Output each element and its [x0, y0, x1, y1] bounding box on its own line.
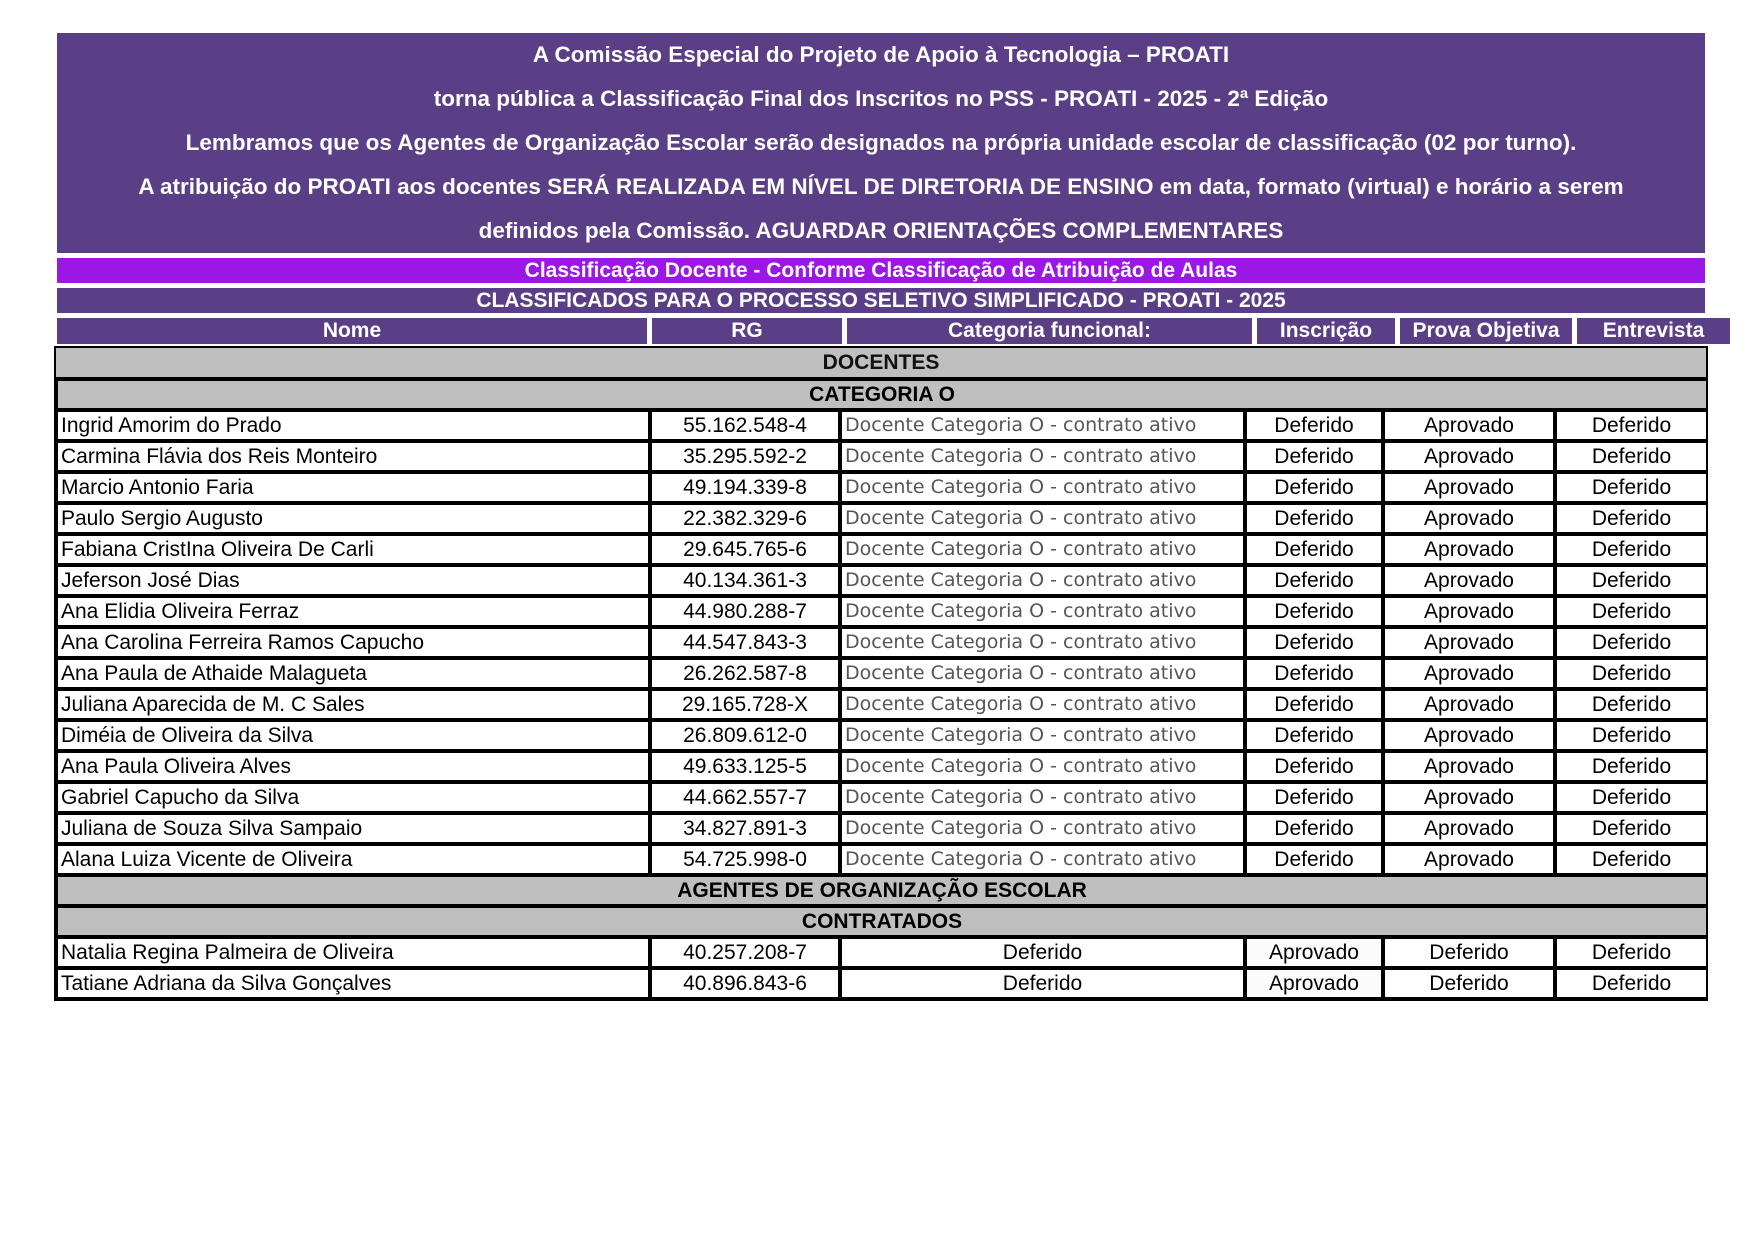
cell-inscricao: Deferido	[1243, 691, 1381, 718]
cell-category: Docente Categoria O - contrato ativo	[838, 846, 1243, 873]
table-row	[58, 970, 1706, 997]
cell-inscricao: Deferido	[1243, 443, 1381, 470]
cell-prova: Aprovado	[1381, 412, 1553, 439]
table-row	[58, 443, 1706, 470]
cell-prova: Deferido	[1381, 939, 1553, 966]
cell-inscricao: Deferido	[1243, 505, 1381, 532]
cell-entrevista: Deferido	[1553, 970, 1706, 997]
cell-rg: 40.257.208-7	[648, 939, 838, 966]
table-row	[58, 536, 1706, 563]
cell-inscricao: Deferido	[1243, 815, 1381, 842]
cell-inscricao: Deferido	[1243, 567, 1381, 594]
classification-document	[57, 33, 1705, 1001]
cell-entrevista: Deferido	[1553, 629, 1706, 656]
table-row	[58, 753, 1706, 780]
cell-rg: 26.809.612-0	[648, 722, 838, 749]
cell-name: Fabiana CristIna Oliveira De Carli	[58, 536, 648, 563]
cell-category: Deferido	[838, 970, 1243, 997]
cell-rg: 26.262.587-8	[648, 660, 838, 687]
section-docentes: DOCENTES	[54, 346, 1708, 377]
cell-rg: 40.896.843-6	[648, 970, 838, 997]
table-row	[58, 629, 1706, 656]
cell-rg: 40.134.361-3	[648, 567, 838, 594]
cell-rg: 29.645.765-6	[648, 536, 838, 563]
cell-inscricao: Deferido	[1243, 846, 1381, 873]
cell-entrevista: Deferido	[1553, 691, 1706, 718]
cell-entrevista: Deferido	[1553, 939, 1706, 966]
column-header-rg: RG	[652, 318, 842, 344]
cell-category: Deferido	[838, 939, 1243, 966]
cell-prova: Aprovado	[1381, 815, 1553, 842]
cell-category: Docente Categoria O - contrato ativo	[838, 691, 1243, 718]
classified-title-band: CLASSIFICADOS PARA O PROCESSO SELETIVO SIMPLIFICADO - PROATI - 2025	[57, 288, 1705, 313]
section-agentes: AGENTES DE ORGANIZAÇÃO ESCOLAR	[58, 877, 1706, 904]
cell-inscricao: Deferido	[1243, 474, 1381, 501]
cell-name: Ana Carolina Ferreira Ramos Capucho	[58, 629, 648, 656]
cell-name: Ana Elidia Oliveira Ferraz	[58, 598, 648, 625]
cell-prova: Aprovado	[1381, 474, 1553, 501]
cell-inscricao: Aprovado	[1243, 939, 1381, 966]
cell-prova: Aprovado	[1381, 598, 1553, 625]
cell-category: Docente Categoria O - contrato ativo	[838, 722, 1243, 749]
table-row	[58, 939, 1706, 966]
cell-rg: 49.194.339-8	[648, 474, 838, 501]
cell-entrevista: Deferido	[1553, 443, 1706, 470]
cell-entrevista: Deferido	[1553, 753, 1706, 780]
cell-name: Gabriel Capucho da Silva	[58, 784, 648, 811]
announcement-header	[57, 33, 1705, 253]
cell-prova: Aprovado	[1381, 505, 1553, 532]
cell-rg: 29.165.728-X	[648, 691, 838, 718]
cell-entrevista: Deferido	[1553, 412, 1706, 439]
cell-entrevista: Deferido	[1553, 815, 1706, 842]
cell-entrevista: Deferido	[1553, 536, 1706, 563]
cell-entrevista: Deferido	[1553, 474, 1706, 501]
cell-rg: 49.633.125-5	[648, 753, 838, 780]
cell-name: Ana Paula de Athaide Malagueta	[58, 660, 648, 687]
cell-name: Ingrid Amorim do Prado	[58, 412, 648, 439]
cell-prova: Aprovado	[1381, 691, 1553, 718]
table-row	[58, 412, 1706, 439]
table-row	[58, 598, 1706, 625]
cell-inscricao: Deferido	[1243, 629, 1381, 656]
results-table	[58, 377, 1706, 1001]
table-row	[58, 846, 1706, 873]
cell-entrevista: Deferido	[1553, 846, 1706, 873]
cell-prova: Aprovado	[1381, 753, 1553, 780]
cell-name: Carmina Flávia dos Reis Monteiro	[58, 443, 648, 470]
cell-entrevista: Deferido	[1553, 660, 1706, 687]
cell-prova: Deferido	[1381, 970, 1553, 997]
cell-category: Docente Categoria O - contrato ativo	[838, 474, 1243, 501]
cell-entrevista: Deferido	[1553, 598, 1706, 625]
cell-inscricao: Deferido	[1243, 598, 1381, 625]
section-row	[58, 381, 1706, 408]
cell-category: Docente Categoria O - contrato ativo	[838, 412, 1243, 439]
cell-entrevista: Deferido	[1553, 722, 1706, 749]
cell-prova: Aprovado	[1381, 784, 1553, 811]
cell-rg: 44.547.843-3	[648, 629, 838, 656]
column-header-name: Nome	[57, 318, 647, 344]
announcement-line: definidos pela Comissão. AGUARDAR ORIENTAÇÕES COMPLEMENTARES	[478, 218, 1284, 243]
cell-category: Docente Categoria O - contrato ativo	[838, 629, 1243, 656]
section-contratados: CONTRATADOS	[58, 908, 1706, 935]
cell-entrevista: Deferido	[1553, 505, 1706, 532]
cell-rg: 34.827.891-3	[648, 815, 838, 842]
column-headers	[52, 318, 1735, 344]
announcement-line: Lembramos que os Agentes de Organização Escolar serão designados na própria unidade escolar de classificação (02 por turno).	[185, 130, 1577, 155]
cell-inscricao: Deferido	[1243, 753, 1381, 780]
cell-inscricao: Deferido	[1243, 536, 1381, 563]
cell-category: Docente Categoria O - contrato ativo	[838, 753, 1243, 780]
section-row	[58, 877, 1706, 904]
cell-inscricao: Deferido	[1243, 722, 1381, 749]
cell-name: Tatiane Adriana da Silva Gonçalves	[58, 970, 648, 997]
cell-prova: Aprovado	[1381, 536, 1553, 563]
cell-name: Jeferson José Dias	[58, 567, 648, 594]
cell-prova: Aprovado	[1381, 567, 1553, 594]
cell-prova: Aprovado	[1381, 722, 1553, 749]
column-header-inscricao: Inscrição	[1257, 318, 1395, 344]
cell-name: Natalia Regina Palmeira de Oliveira	[58, 939, 648, 966]
cell-category: Docente Categoria O - contrato ativo	[838, 536, 1243, 563]
cell-inscricao: Deferido	[1243, 660, 1381, 687]
cell-name: Marcio Antonio Faria	[58, 474, 648, 501]
classification-note-band: Classificação Docente - Conforme Classificação de Atribuição de Aulas	[57, 258, 1705, 283]
cell-prova: Aprovado	[1381, 629, 1553, 656]
table-row	[58, 691, 1706, 718]
section-categoria-o: CATEGORIA O	[58, 381, 1706, 408]
table-row	[58, 474, 1706, 501]
cell-category: Docente Categoria O - contrato ativo	[838, 815, 1243, 842]
cell-entrevista: Deferido	[1553, 784, 1706, 811]
table-row	[58, 567, 1706, 594]
cell-rg: 22.382.329-6	[648, 505, 838, 532]
cell-rg: 55.162.548-4	[648, 412, 838, 439]
table-row	[58, 660, 1706, 687]
cell-category: Docente Categoria O - contrato ativo	[838, 598, 1243, 625]
cell-category: Docente Categoria O - contrato ativo	[838, 443, 1243, 470]
cell-prova: Aprovado	[1381, 660, 1553, 687]
cell-entrevista: Deferido	[1553, 567, 1706, 594]
announcement-line: A Comissão Especial do Projeto de Apoio à Tecnologia – PROATI	[532, 42, 1230, 67]
cell-category: Docente Categoria O - contrato ativo	[838, 505, 1243, 532]
announcement-line: torna pública a Classificação Final dos Inscritos no PSS - PROATI - 2025 - 2ª Edição	[433, 86, 1329, 111]
cell-inscricao: Deferido	[1243, 784, 1381, 811]
section-row	[58, 908, 1706, 935]
cell-rg: 44.662.557-7	[648, 784, 838, 811]
cell-prova: Aprovado	[1381, 443, 1553, 470]
cell-name: Juliana Aparecida de M. C Sales	[58, 691, 648, 718]
table-row	[58, 784, 1706, 811]
cell-inscricao: Deferido	[1243, 412, 1381, 439]
column-header-prova: Prova Objetiva	[1400, 318, 1572, 344]
cell-name: Juliana de Souza Silva Sampaio	[58, 815, 648, 842]
cell-prova: Aprovado	[1381, 846, 1553, 873]
column-header-category: Categoria funcional:	[847, 318, 1252, 344]
results-grid	[54, 377, 1708, 1001]
table-row	[58, 815, 1706, 842]
column-header-entrevista: Entrevista	[1577, 318, 1730, 344]
table-row	[58, 722, 1706, 749]
cell-category: Docente Categoria O - contrato ativo	[838, 660, 1243, 687]
announcement-line: A atribuição do PROATI aos docentes SERÁ REALIZADA EM NÍVEL DE DIRETORIA DE ENSINO em data, formato (virtual) e horário a serem	[138, 174, 1624, 199]
cell-inscricao: Aprovado	[1243, 970, 1381, 997]
cell-category: Docente Categoria O - contrato ativo	[838, 567, 1243, 594]
cell-category: Docente Categoria O - contrato ativo	[838, 784, 1243, 811]
cell-name: Ana Paula Oliveira Alves	[58, 753, 648, 780]
cell-rg: 35.295.592-2	[648, 443, 838, 470]
cell-name: Paulo Sergio Augusto	[58, 505, 648, 532]
table-row	[58, 505, 1706, 532]
cell-rg: 54.725.998-0	[648, 846, 838, 873]
cell-name: Diméia de Oliveira da Silva	[58, 722, 648, 749]
cell-name: Alana Luiza Vicente de Oliveira	[58, 846, 648, 873]
cell-rg: 44.980.288-7	[648, 598, 838, 625]
